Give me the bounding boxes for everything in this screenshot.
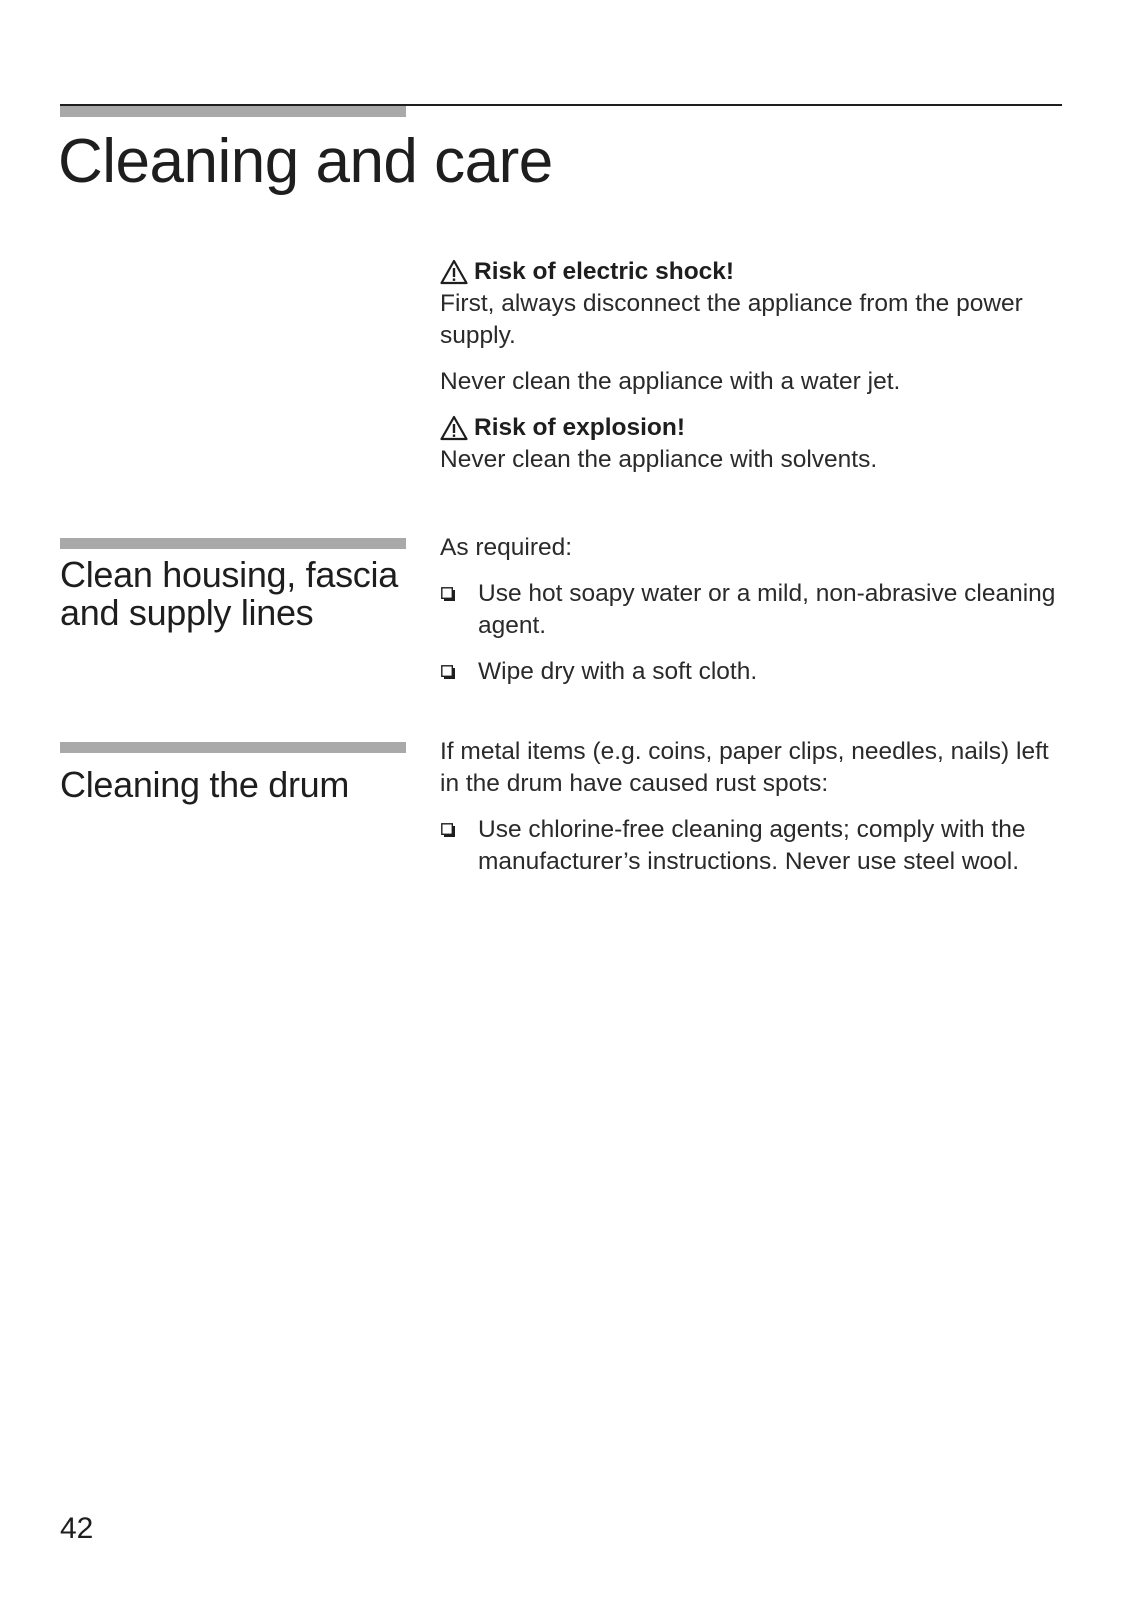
list-item-text: Use hot soapy water or a mild, non-abrasive cleaning agent.: [478, 580, 1056, 639]
page-number: 42: [60, 1512, 94, 1545]
section-heading-housing: Clean housing, fascia and supply lines: [60, 554, 398, 633]
section-heading-drum: Cleaning the drum: [60, 764, 350, 805]
section-lead: As required:: [440, 534, 573, 561]
list-item-text: Use chlorine-free cleaning agents; comply with the manufacturer’s instructions. Never use steel wool.: [478, 816, 1026, 875]
section-body-drum: [440, 736, 1070, 892]
list-item: [440, 656, 1070, 688]
warning-triangle-icon: [440, 259, 468, 285]
water-jet-note: Never clean the appliance with a water jet.: [440, 368, 901, 395]
warning-triangle-icon: [440, 415, 468, 441]
list-item: [440, 578, 1070, 642]
checkbox-bullet-icon: [441, 823, 455, 837]
warning-electric-shock: [440, 256, 1070, 288]
title-rule: [60, 104, 1062, 106]
list-item-text: Wipe dry with a soft cloth.: [478, 658, 758, 685]
list-item: [440, 814, 1070, 878]
warning-electric-shock-text: First, always disconnect the appliance from the power supply.: [440, 290, 1023, 349]
section-lead: If metal items (e.g. coins, paper clips, needles, nails) left in the drum have caused rust spots:: [440, 738, 1049, 797]
checkbox-bullet-icon: [441, 665, 455, 679]
checkbox-bullet-icon: [441, 587, 455, 601]
intro-block: [440, 256, 1070, 490]
section-body-housing: [440, 532, 1070, 702]
bullet-list: [440, 578, 1070, 688]
warning-explosion-text: Never clean the appliance with solvents.: [440, 446, 878, 473]
section-bar-drum: [60, 742, 406, 753]
warning-electric-shock-title: Risk of electric shock!: [474, 258, 735, 285]
page-title: Cleaning and care: [58, 127, 553, 196]
bullet-list: [440, 814, 1070, 878]
warning-explosion: [440, 412, 1070, 444]
section-bar-housing: [60, 538, 406, 549]
warning-explosion-title: Risk of explosion!: [474, 414, 686, 441]
